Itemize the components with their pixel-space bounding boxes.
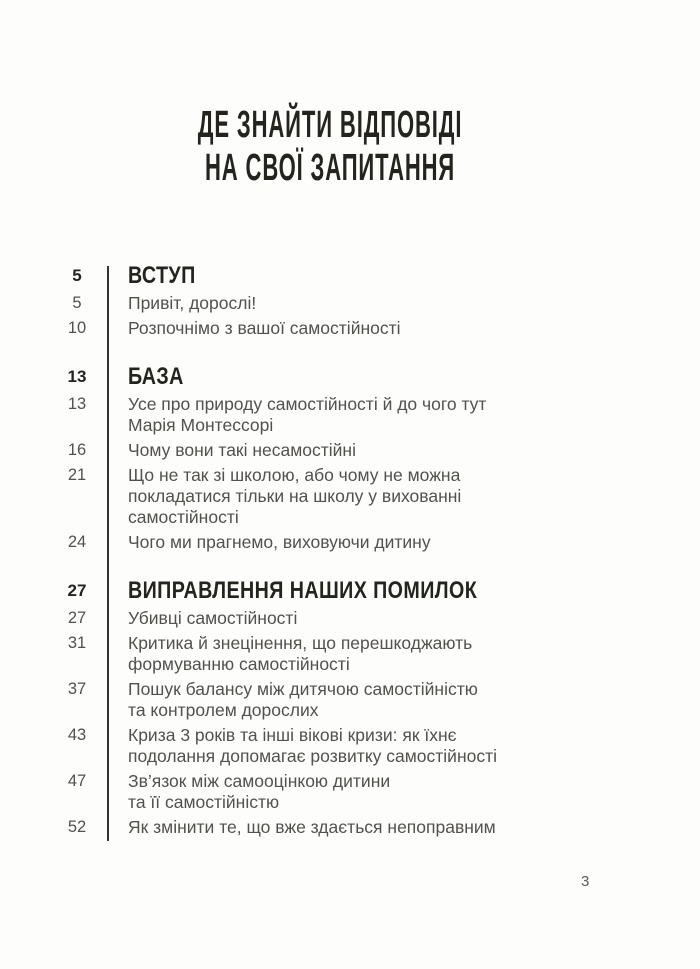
entry-page-number: 10 — [67, 319, 87, 337]
toc-entry-row — [55, 608, 595, 629]
entry-title — [128, 817, 496, 838]
entry-title-line: Убивці самостійності — [128, 608, 298, 628]
entry-title — [128, 679, 478, 721]
section-title: БАЗА — [128, 363, 184, 390]
section-page-number: 5 — [72, 266, 82, 285]
toc-section — [55, 263, 595, 339]
toc-entry-row — [55, 771, 595, 813]
toc-entry-row — [55, 679, 595, 721]
toc-section — [55, 578, 595, 838]
entry-title — [128, 532, 431, 553]
entry-title — [128, 318, 401, 339]
section-title-cell — [128, 364, 196, 389]
toc-section — [55, 364, 595, 553]
toc-entry-row — [55, 532, 595, 553]
title-line-1: ДЕ ЗНАЙТИ ВІДПОВІДІ — [197, 104, 463, 146]
entry-page-number: 24 — [67, 533, 87, 551]
toc-entry-row — [55, 293, 595, 314]
entry-page-number: 37 — [67, 680, 87, 698]
entry-page-number: 47 — [67, 772, 87, 790]
section-title-cell — [128, 578, 554, 603]
entry-title — [128, 394, 486, 436]
toc-entry-row — [55, 725, 595, 767]
entry-title-line: Чому вони такі несамостійні — [128, 440, 356, 460]
entry-title — [128, 440, 356, 461]
entry-title — [128, 725, 497, 767]
page-title-text — [198, 104, 463, 190]
entry-title-line: покладатися тільки на школу у вихованні — [128, 486, 462, 506]
entry-title — [128, 633, 472, 675]
entry-page-number: 13 — [67, 395, 87, 413]
table-of-contents — [55, 263, 595, 842]
toc-entry-row — [55, 394, 595, 436]
entry-title-line: формуванню самостійності — [128, 654, 350, 674]
entry-title — [128, 608, 297, 629]
section-page-number: 13 — [67, 367, 87, 386]
entry-title-line: Привіт, дорослі! — [128, 293, 257, 313]
entry-title-line: Усе про природу самостійності й до чого тут — [128, 394, 487, 414]
toc-entry-row — [55, 318, 595, 339]
section-title: ВСТУП — [128, 262, 196, 289]
entry-page-number: 5 — [72, 294, 82, 312]
entry-title — [128, 465, 461, 528]
toc-section-header-row — [55, 263, 595, 288]
title-line-2: НА СВОЇ ЗАПИТАННЯ — [204, 147, 456, 189]
entry-title-line: Як змінити те, що вже здається непоправним — [128, 817, 496, 837]
entry-title-line: Що не так зі школою, або чому не можна — [128, 465, 461, 485]
entry-title-line: та її самостійністю — [128, 792, 280, 812]
section-title-cell — [128, 263, 211, 288]
entry-title-line: подолання допомагає розвитку самостійності — [128, 746, 498, 766]
entry-title-line: Зв’язок між самооцінкою дитини — [128, 771, 391, 791]
toc-section-header-row — [55, 364, 595, 389]
toc-entry-row — [55, 817, 595, 838]
entry-page-number: 31 — [67, 634, 87, 652]
toc-entry-row — [55, 465, 595, 528]
entry-page-number: 43 — [67, 726, 87, 744]
toc-entry-row — [55, 440, 595, 461]
entry-title-line: самостійності — [128, 507, 239, 527]
toc-section-header-row — [55, 578, 595, 603]
entry-page-number: 27 — [67, 609, 87, 627]
page-title — [0, 104, 660, 190]
entry-title-line: Чого ми прагнемо, виховуючи дитину — [128, 532, 431, 552]
entry-page-number: 52 — [67, 818, 87, 836]
entry-title-line: Критика й знецінення, що перешкоджають — [128, 633, 473, 653]
entry-page-number: 21 — [67, 466, 87, 484]
toc-vertical-rule — [107, 266, 109, 841]
page-number: 3 — [581, 873, 590, 890]
section-title: ВИПРАВЛЕННЯ НАШИХ ПОМИЛОК — [128, 577, 478, 604]
entry-title-line: Криза 3 років та інші вікові кризи: як їхнє — [128, 725, 457, 745]
entry-title-line: Розпочнімо з вашої самостійності — [128, 318, 401, 338]
entry-page-number: 16 — [67, 441, 87, 459]
entry-title — [128, 293, 256, 314]
section-page-number: 27 — [67, 581, 87, 600]
entry-title — [128, 771, 390, 813]
entry-title-line: та контролем дорослих — [128, 700, 319, 720]
toc-entry-row — [55, 633, 595, 675]
entry-title-line: Пошук балансу між дитячою самостійністю — [128, 679, 478, 699]
entry-title-line: Марія Монтессорі — [128, 415, 274, 435]
